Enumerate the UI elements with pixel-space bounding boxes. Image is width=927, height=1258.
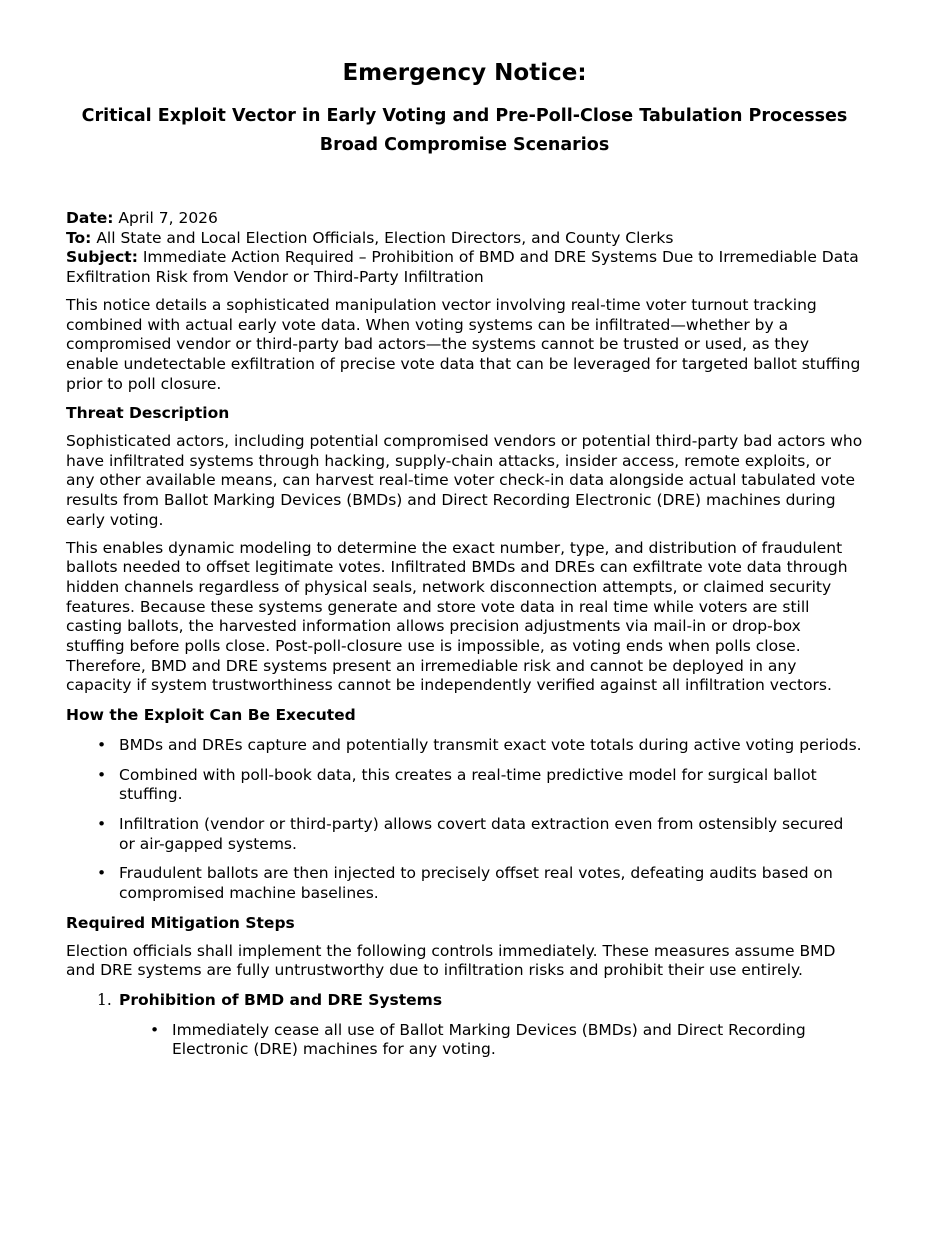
subtitle-line-2: Broad Compromise Scenarios [319, 135, 610, 155]
meta-subject [66, 248, 863, 287]
bullet-icon: • [97, 765, 107, 784]
threat-paragraph-2: This enables dynamic modeling to determine the exact number, type, and distribution of fraudulent ballots needed to offset legitimate votes. Infiltrated BMDs and DREs can exfiltrate vote data through hidden channels regardless of physical seals, network disconnection attempts, or claimed security features. Because these systems generate and store vote data in real time while voters are still casting ballots, the harvested information allows precision adjustments via mail-in or drop-box stuffing before polls close. Post-poll-closure use is impossible, as voting ends when polls close. Therefore, BMD and DRE systems present an irremediable risk and cannot be deployed in any capacity if system trustworthiness cannot be independently verified against all infiltration vectors. [66, 538, 848, 695]
step-number: 1. [97, 990, 112, 1009]
mitigation-heading: Required Mitigation Steps [66, 913, 295, 932]
mitigation-step [97, 990, 863, 1060]
meta-date-label: Date: [66, 209, 114, 227]
step-sub-list [119, 1021, 863, 1060]
page-title: Emergency Notice: [342, 60, 587, 86]
list-item [97, 814, 863, 854]
step-title: Prohibition of BMD and DRE Systems [119, 990, 443, 1009]
bullet-icon: • [150, 1020, 160, 1039]
list-item [97, 765, 863, 805]
meta-subject-value: Immediate Action Required – Prohibition of BMD and DRE Systems Due to Irremediable Data Exfiltration Risk from Vendor or Third-Party Infiltration [66, 248, 859, 287]
list-item-text: BMDs and DREs capture and potentially transmit exact vote totals during active voting periods. [119, 735, 862, 754]
subtitle-line-1: Critical Exploit Vector in Early Voting and Pre-Poll-Close Tabulation Processes [81, 106, 848, 126]
list-item-text: Fraudulent ballots are then injected to precisely offset real votes, defeating audits based on compromised machine baselines. [119, 864, 833, 903]
page-subtitle [66, 102, 863, 160]
bullet-icon: • [97, 864, 107, 883]
list-item-text: Combined with poll-book data, this creates a real-time predictive model for surgical ballot stuffing. [119, 765, 817, 804]
mitigation-steps [66, 991, 863, 1060]
notice-meta [66, 209, 863, 288]
list-item-text: Infiltration (vendor or third-party) allows covert data extraction even from ostensibly secured or air-gapped systems. [119, 814, 844, 853]
threat-paragraph-1: Sophisticated actors, including potential compromised vendors or potential third-party bad actors who have infiltrated systems through hacking, supply-chain attacks, insider access, remote exploits, or any other available means, can harvest real-time voter check-in data alongside actual tabulated vote results from Ballot Marking Devices (BMDs) and Direct Recording Electronic (DRE) machines during early voting. [66, 432, 863, 529]
list-item [97, 735, 863, 756]
mitigation-intro: Election officials shall implement the following controls immediately. These measures assume BMD and DRE systems are fully untrustworthy due to infiltration risks and prohibit their use entirely. [66, 941, 836, 980]
threat-heading: Threat Description [66, 404, 230, 423]
list-item-text: Immediately cease all use of Ballot Marking Devices (BMDs) and Direct Recording Electronic (DRE) machines for any voting. [172, 1020, 806, 1059]
list-item [97, 864, 863, 903]
bullet-icon: • [97, 735, 107, 754]
exploit-heading: How the Exploit Can Be Executed [66, 706, 356, 725]
bullet-icon: • [97, 814, 107, 833]
intro-paragraph: This notice details a sophisticated manipulation vector involving real-time voter turnout tracking combined with actual early vote data. When voting systems can be infiltrated—whether by a compromised vendor or third-party bad actors—the systems cannot be trusted or used, as they enable undetectable exfiltration of precise vote data that can be leveraged for targeted ballot stuffing prior to poll closure. [66, 295, 861, 393]
meta-date [66, 209, 863, 229]
meta-to-value: All State and Local Election Officials, Election Directors, and County Clerks [96, 228, 674, 247]
meta-to-label: To: [66, 228, 92, 247]
exploit-list [66, 736, 863, 904]
document-page [0, 58, 927, 1258]
meta-to [66, 229, 863, 249]
meta-subject-label: Subject: [66, 248, 138, 267]
meta-date-value: April 7, 2026 [118, 209, 218, 227]
list-item [150, 1020, 863, 1060]
